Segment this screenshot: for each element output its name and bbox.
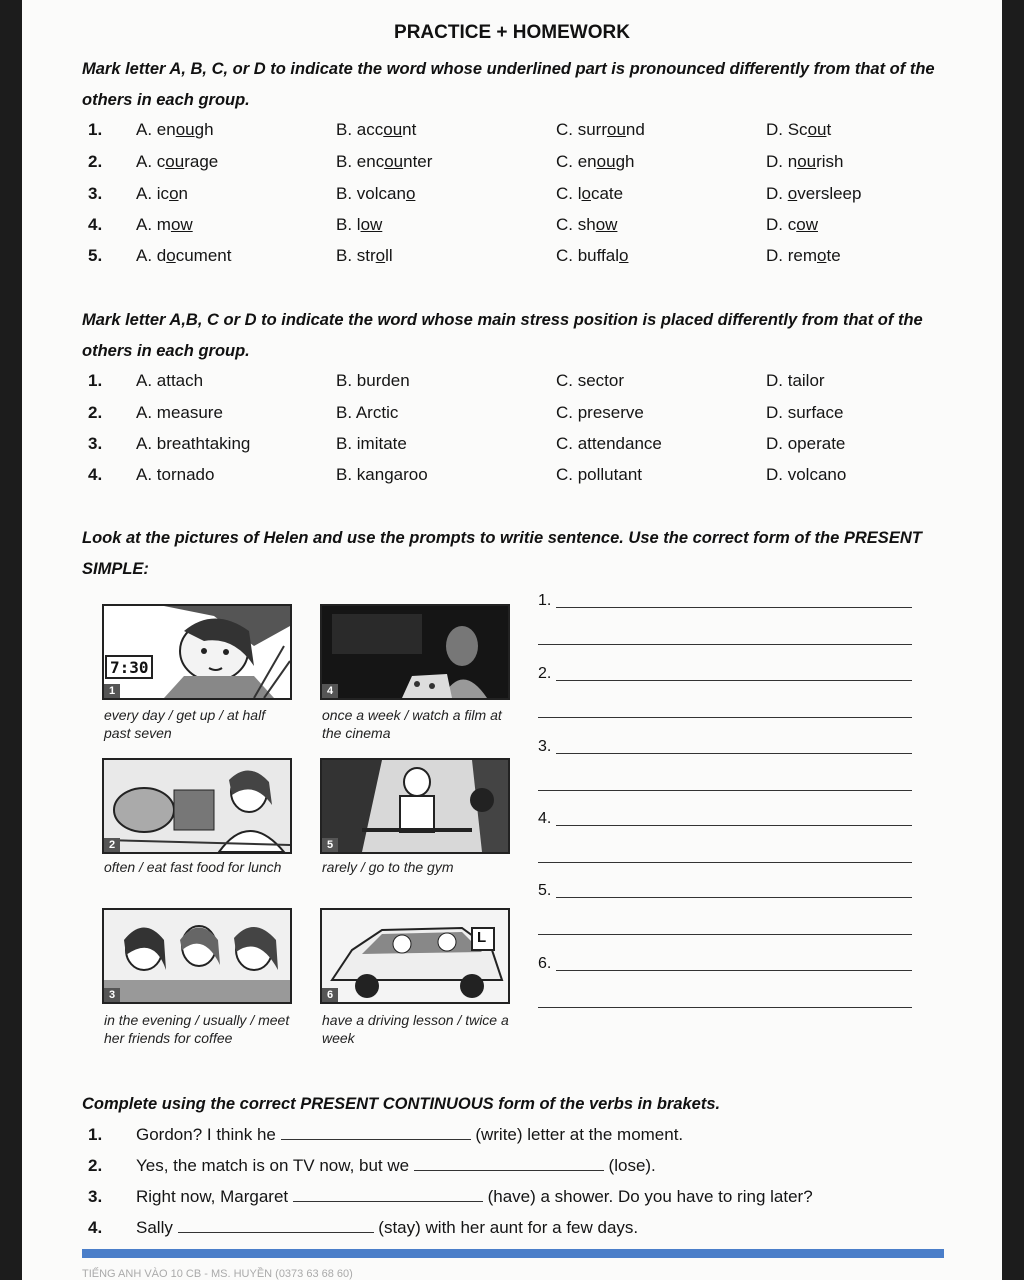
- option-text: B. l: [336, 215, 361, 234]
- caption-4: once a week / watch a film at the cinema: [322, 707, 502, 741]
- option-c: C. pollutant: [556, 465, 642, 484]
- option-b: [336, 120, 416, 140]
- underlined-part: ou: [175, 120, 195, 139]
- caption-6: have a driving lesson / twice a week: [322, 1012, 509, 1046]
- answer-number: 2.: [538, 665, 552, 682]
- picture-5-gym: [320, 758, 510, 854]
- section2-instruction: Mark letter A,B, C or D to indicate the word whose main stress position is placed differently from that of the others in each group.: [82, 311, 923, 360]
- clock-display: 7:30: [110, 658, 149, 677]
- option-b: [336, 184, 415, 204]
- option-text: A. ic: [136, 184, 170, 203]
- underlined-part: ow: [360, 215, 383, 234]
- pronunciation-question-row: [22, 184, 1002, 212]
- option-text: versleep: [797, 184, 862, 203]
- option-text: te: [826, 246, 841, 265]
- section4-instruction: Complete using the correct PRESENT CONTINUOUS form of the verbs in brakets.: [82, 1095, 721, 1113]
- picture-badge: 1: [104, 684, 120, 698]
- picture-4-cinema: [320, 604, 510, 700]
- answer-line: [538, 717, 912, 718]
- picture-badge: 3: [104, 988, 120, 1002]
- question-number: 2.: [88, 1156, 103, 1175]
- underlined-part: ou: [807, 120, 827, 139]
- option-text: cate: [590, 184, 624, 203]
- answer-blank: [281, 1125, 471, 1140]
- answer-number: 1.: [538, 592, 552, 609]
- answer-blank: [178, 1218, 374, 1233]
- option-a: A. attach: [136, 371, 204, 390]
- option-text: gh: [194, 120, 214, 139]
- caption-5: rarely / go to the gym: [322, 859, 454, 875]
- option-b: B. burden: [336, 371, 410, 390]
- picture-badge: 2: [104, 838, 120, 852]
- option-c: [556, 120, 645, 140]
- question-number: 2.: [88, 152, 103, 171]
- question-number: 1.: [88, 1125, 103, 1144]
- option-a: [136, 215, 193, 235]
- picture-2-fast-food: [102, 758, 292, 854]
- option-text: A. c: [136, 152, 166, 171]
- worksheet-page: [22, 0, 1002, 1280]
- option-b: [336, 215, 382, 235]
- page-title: PRACTICE + HOMEWORK: [394, 22, 630, 43]
- answer-line: [538, 862, 912, 863]
- underlined-part: o: [817, 246, 827, 265]
- option-text: rish: [816, 152, 844, 171]
- option-text: nt: [402, 120, 417, 139]
- underlined-part: o: [619, 246, 629, 265]
- option-text: B. volcan: [336, 184, 406, 203]
- sentence: [136, 1187, 813, 1207]
- sentence: [136, 1125, 683, 1145]
- option-text: gh: [615, 152, 635, 171]
- underlined-part: o: [375, 246, 386, 265]
- sentence-end: (write) letter at the moment.: [470, 1125, 684, 1144]
- answer-line: [556, 680, 912, 681]
- answer-line: [538, 790, 912, 791]
- option-text: A. m: [136, 215, 171, 234]
- option-c: C. sector: [556, 371, 625, 390]
- underlined-part: ou: [797, 152, 817, 171]
- option-text: A. d: [136, 246, 167, 265]
- option-text: nd: [625, 120, 645, 139]
- section3-instruction: Look at the pictures of Helen and use the prompts to writie sentence. Use the correct form of the PRESENT SIMPLE:: [82, 529, 922, 578]
- learner-plate: L: [477, 929, 487, 946]
- picture-badge: 6: [322, 988, 338, 1002]
- option-d: [766, 246, 841, 266]
- option-b: B. imitate: [336, 434, 407, 453]
- option-c: [556, 246, 628, 266]
- option-d: [766, 215, 818, 235]
- section1-instruction: Mark letter A, B, C, or D to indicate the word whose underlined part is pronounced differently from that of the others in each group.: [82, 60, 935, 109]
- question-number: 4.: [88, 465, 103, 484]
- option-text: n: [178, 184, 188, 203]
- option-d: D. operate: [766, 434, 846, 453]
- answer-number: 6.: [538, 955, 552, 972]
- picture-badge: 4: [322, 684, 338, 698]
- stress-question-row: [22, 403, 1002, 431]
- question-number: 5.: [88, 246, 103, 265]
- underlined-part: ou: [384, 152, 404, 171]
- option-text: ll: [385, 246, 393, 265]
- sentence-end: (have) a shower. Do you have to ring later?: [482, 1187, 813, 1206]
- option-c: C. attendance: [556, 434, 662, 453]
- question-number: 1.: [88, 371, 103, 390]
- answer-blank: [293, 1187, 483, 1202]
- question-number: 4.: [88, 1218, 103, 1237]
- underlined-part: o: [581, 184, 591, 203]
- sentence: [136, 1218, 638, 1238]
- option-text: D. rem: [766, 246, 817, 265]
- sentence: [136, 1156, 656, 1176]
- option-a: A. breathtaking: [136, 434, 251, 453]
- question-number: 4.: [88, 215, 103, 234]
- option-text: C. sh: [556, 215, 596, 234]
- option-text: C. en: [556, 152, 597, 171]
- answer-line: [556, 970, 912, 971]
- stress-question-row: [22, 371, 1002, 399]
- caption-3: in the evening / usually / meet her friends for coffee: [104, 1012, 290, 1046]
- option-d: [766, 152, 844, 172]
- stress-question-row: [22, 465, 1002, 493]
- underlined-part: o: [169, 184, 179, 203]
- option-d: D. tailor: [766, 371, 825, 390]
- option-text: nter: [403, 152, 433, 171]
- option-d: [766, 184, 861, 204]
- answer-number: 5.: [538, 882, 552, 899]
- option-d: D. surface: [766, 403, 844, 422]
- sentence-end: (stay) with her aunt for a few days.: [373, 1218, 639, 1237]
- picture-3-friends-coffee: [102, 908, 292, 1004]
- question-number: 3.: [88, 434, 103, 453]
- option-a: [136, 184, 188, 204]
- underlined-part: ow: [796, 215, 818, 234]
- option-text: A. en: [136, 120, 176, 139]
- pronunciation-question-row: [22, 246, 1002, 274]
- underlined-part: ou: [383, 120, 403, 139]
- option-b: [336, 246, 393, 266]
- pronunciation-question-row: [22, 152, 1002, 180]
- option-text: D. n: [766, 152, 798, 171]
- underlined-part: ow: [170, 215, 193, 234]
- option-text: D. c: [766, 215, 797, 234]
- picture-badge: 5: [322, 838, 338, 852]
- sentence-end: (lose).: [603, 1156, 656, 1175]
- footer-bar: [82, 1249, 944, 1258]
- option-b: [336, 152, 432, 172]
- sentence-start: Yes, the match is on TV now, but we: [136, 1156, 414, 1175]
- option-c: [556, 215, 617, 235]
- sentence-start: Right now, Margaret: [136, 1187, 293, 1206]
- option-text: cument: [175, 246, 232, 265]
- answer-line: [538, 1007, 912, 1008]
- picture-6-driving-lesson: [320, 908, 510, 1004]
- sentence-start: Gordon? I think he: [136, 1125, 281, 1144]
- answer-line: [538, 934, 912, 935]
- pronunciation-question-row: [22, 215, 1002, 243]
- option-a: [136, 152, 218, 172]
- caption-2: often / eat fast food for lunch: [104, 859, 282, 875]
- underlined-part: ou: [596, 152, 616, 171]
- option-text: D. Sc: [766, 120, 808, 139]
- option-text: C. buffal: [556, 246, 620, 265]
- question-number: 2.: [88, 403, 103, 422]
- option-text: B. acc: [336, 120, 384, 139]
- answer-line: [556, 753, 912, 754]
- footer-text: TIẾNG ANH VÀO 10 CB - MS. HUYỀN (0373 63 68 60): [82, 1268, 353, 1280]
- answer-line: [556, 897, 912, 898]
- question-number: 3.: [88, 184, 103, 203]
- answer-blank: [414, 1156, 604, 1171]
- picture-1-alarm-clock: [102, 604, 292, 700]
- answer-line: [556, 825, 912, 826]
- pronunciation-question-row: [22, 120, 1002, 148]
- question-number: 1.: [88, 120, 103, 139]
- underlined-part: o: [405, 184, 416, 203]
- option-a: [136, 120, 214, 140]
- caption-1: every day / get up / at half past seven: [104, 707, 266, 741]
- answer-number: 4.: [538, 810, 552, 827]
- option-c: [556, 184, 623, 204]
- option-text: rage: [184, 152, 219, 171]
- option-text: t: [826, 120, 832, 139]
- option-a: [136, 246, 231, 266]
- option-d: D. volcano: [766, 465, 847, 484]
- option-text: C. surr: [556, 120, 607, 139]
- option-d: [766, 120, 831, 140]
- underlined-part: ow: [595, 215, 618, 234]
- option-text: B. str: [336, 246, 376, 265]
- option-a: A. tornado: [136, 465, 215, 484]
- option-a: A. measure: [136, 403, 223, 422]
- answer-line: [556, 607, 912, 608]
- sentence-start: Sally: [136, 1218, 178, 1237]
- underlined-part: o: [787, 184, 798, 203]
- answer-line: [538, 644, 912, 645]
- question-number: 3.: [88, 1187, 103, 1206]
- option-text: B. enc: [336, 152, 385, 171]
- option-c: [556, 152, 634, 172]
- underlined-part: ou: [165, 152, 185, 171]
- option-b: B. Arctic: [336, 403, 399, 422]
- stress-question-row: [22, 434, 1002, 462]
- answer-number: 3.: [538, 738, 552, 755]
- underlined-part: o: [166, 246, 176, 265]
- option-c: C. preserve: [556, 403, 644, 422]
- option-text: D.: [766, 184, 788, 203]
- option-text: C. l: [556, 184, 582, 203]
- option-b: B. kangaroo: [336, 465, 428, 484]
- underlined-part: ou: [607, 120, 626, 139]
